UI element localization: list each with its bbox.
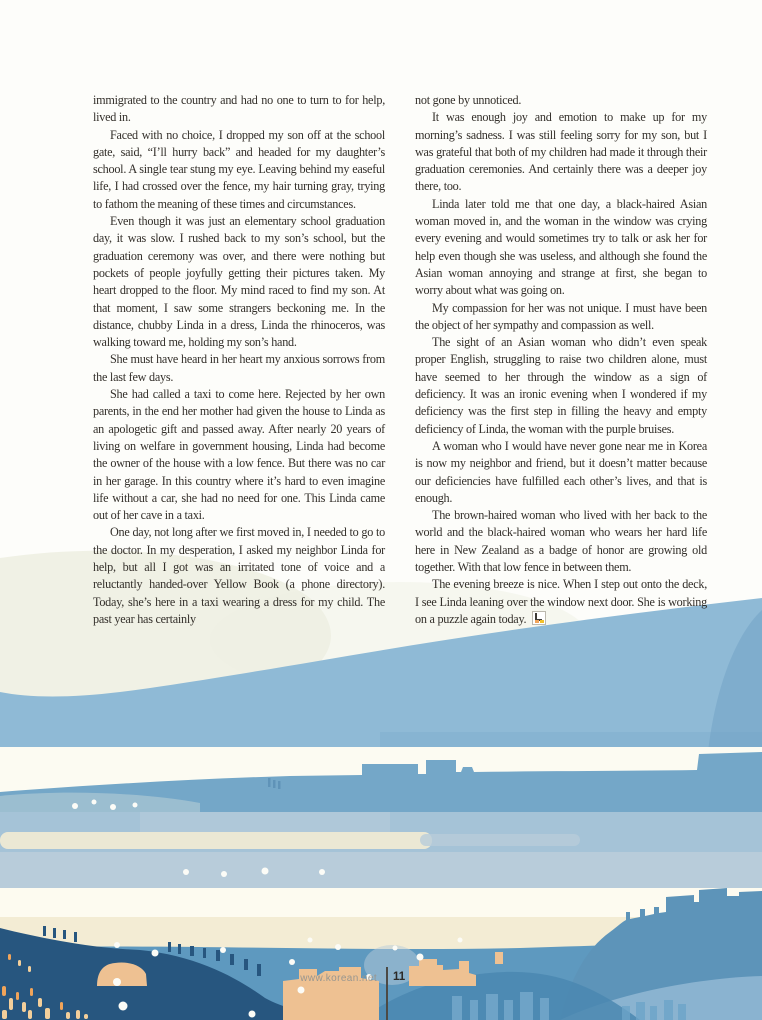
band-streak-patch — [140, 812, 390, 832]
paragraph: Faced with no choice, I dropped my son off at the school gate, said, “I’ll hurry back” and headed for my daughter’s school. A single tear stung my eye. Leaving behind my easeful life, I had crossed over the fence, my hair turning gray, trying to fathom the meaning of these times and circumstances. — [93, 127, 385, 211]
paragraph: immigrated to the country and had no one to turn to for help, lived in. — [93, 93, 385, 125]
pale-band — [0, 852, 762, 890]
footer-divider — [386, 967, 388, 1020]
hill-middle-tree — [273, 780, 276, 788]
paragraph: Even though it was just an elementary school graduation day, it was slow. I rushed back to my son’s school, but the graduation ceremony was over, and there were nothing but pockets of people joyfully getting their pictures taken. My heart dropped to the floor. My mind raced to find my son. At that moment, I saw some strangers beckoning me. In the distance, chubby Linda in a dress, Linda the rhinoceros, was walking toward me, holding my son’s hand. — [93, 214, 385, 350]
hill-middle-tree — [268, 778, 271, 787]
pale-streak — [420, 834, 580, 846]
article-column-right — [415, 92, 707, 628]
paragraph: It was enough joy and emotion to make up for my morning’s sadness. I was still feeling sorry for my son, but I was grateful that both of my children had made it through their graduation ceremonies. And certainly there was a deeper joy there, too. — [415, 110, 707, 194]
white-band-2 — [0, 888, 762, 919]
hill-middle-tree — [278, 781, 281, 789]
paragraph: My compassion for her was not unique. I must have been the object of her sympathy and compassion as well. — [415, 300, 707, 332]
paragraph: She had called a taxi to come here. Rejected by her own parents, in the end her mother had given the house to Linda as an apologetic gift and passed away. After nearly 20 years of living on welfare in government housing, Linda had become the owner of the house with a low fence. But there was no car in her garage. In this country where it’s hard to even imagine life without a car, she had no need for one. This Linda came out of her cave in a taxi. — [93, 387, 385, 523]
paragraph: Linda later told me that one day, a black-haired Asian woman moved in, and the woman in the window was crying every evening and would sometimes try to talk or ask her for help even though she was useless, and although she found the Asian woman annoying and strange at first, she began to worry about what was going on. — [415, 196, 707, 298]
cream-streak — [0, 832, 432, 849]
paragraph: The evening breeze is nice. When I step out onto the deck, I see Linda leaning over the window next door. She is working on a puzzle again today. — [415, 577, 707, 626]
paragraph: She must have heard in her heart my anxious sorrows from the last few days. — [93, 352, 385, 384]
article-column-left — [93, 92, 385, 628]
paragraph: The brown-haired woman who lived with her back to the world and the black-haired woman who wears her hard life here in New Zealand as a badge of honor are growing old together. With that low fence in between them. — [415, 508, 707, 575]
page-number: 11 — [393, 971, 406, 983]
paragraph: The sight of an Asian woman who didn’t even speak proper English, struggling to raise two children alone, must have seemed to her through the window as a sign of deficiency. It was an ironic evening when I wondered if my deficiency was the first step in filling the heavy and empty deficiency of Linda, the woman with the purple bruises. — [415, 335, 707, 436]
paragraph: One day, not long after we first moved in, I needed to go to the doctor. In my desperation, I asked my neighbor Linda for help, but all I got was an irritated tone of voice and a reluctantly handed-over Yellow Book (a phone directory). Today, she’s here in a taxi wearing a dress for my child. The past year has certainly — [93, 525, 385, 626]
paragraph: not gone by unnoticed. — [415, 93, 522, 107]
orange-building-d — [495, 952, 503, 964]
end-mark-icon — [532, 611, 546, 625]
paragraph: A woman who I would have never gone near me in Korea is now my neighbor and friend, but it doesn’t matter because our deficiencies have fulfilled each other’s lives, and that is enough. — [415, 438, 707, 505]
footer-website-url: www.korean.net — [300, 973, 377, 984]
